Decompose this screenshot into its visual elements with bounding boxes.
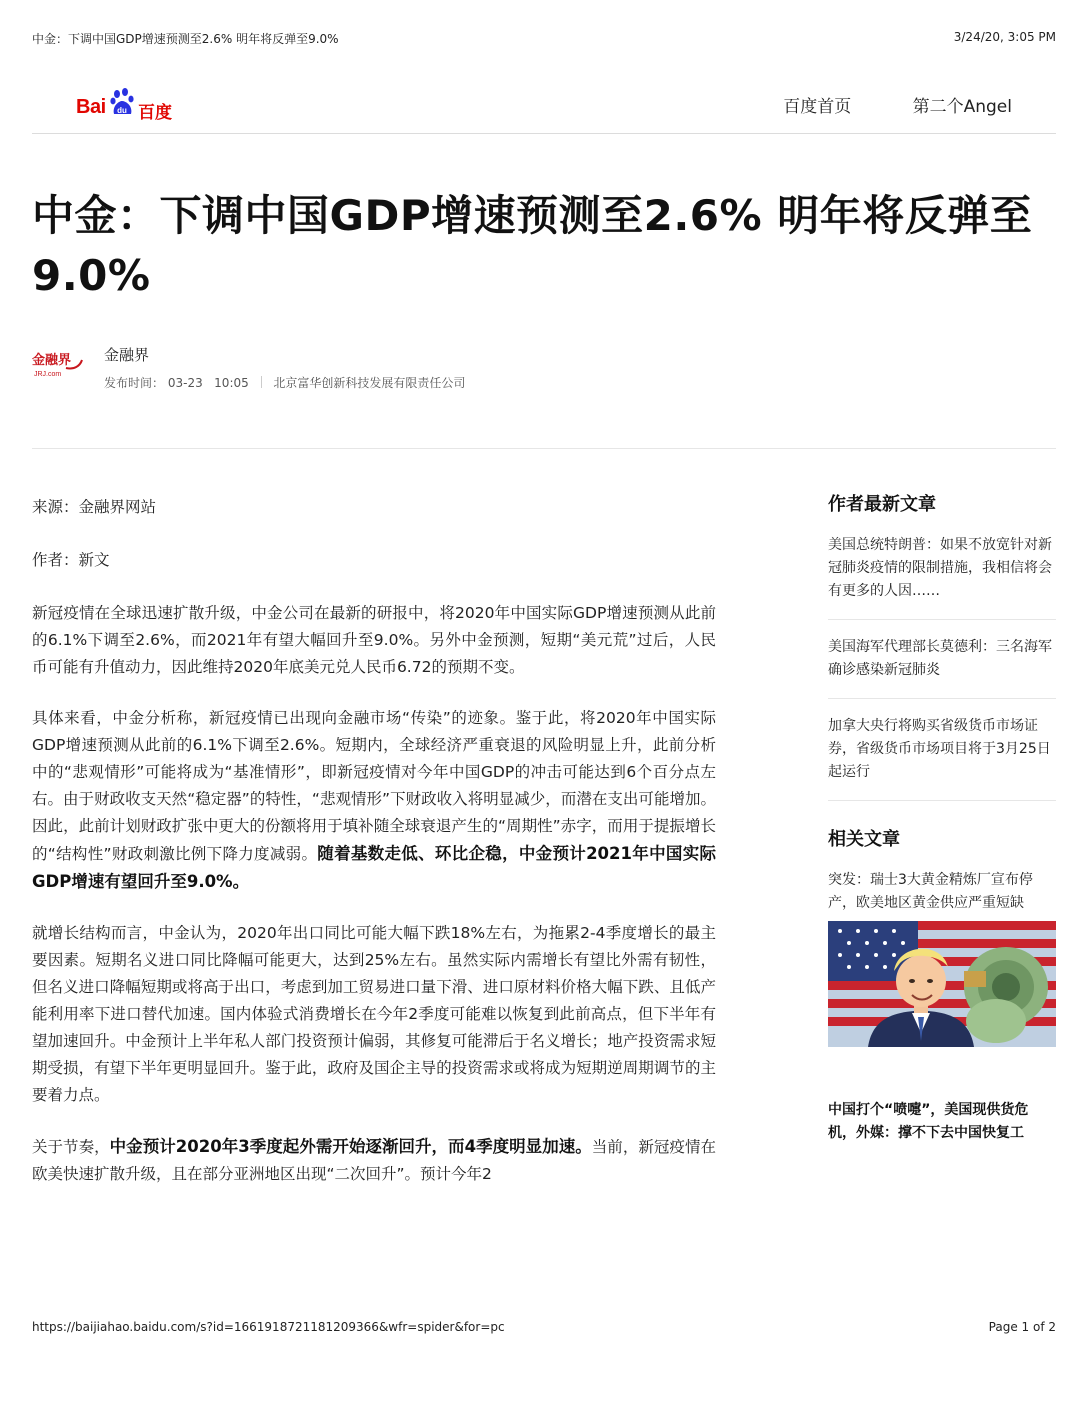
article-source: 来源：金融界网站 xyxy=(32,498,157,516)
meta-separator xyxy=(261,376,262,388)
print-page-title: 中金：下调中国GDP增速预测至2.6% 明年将反弹至9.0% xyxy=(32,32,339,46)
latest-articles-title: 作者最新文章 xyxy=(828,494,936,515)
publish-label: 发布时间： xyxy=(104,376,165,390)
logo-cn: 百度 xyxy=(138,103,172,123)
print-url: https://baijiahao.baidu.com/s?id=1661918721181209366&wfr=spider&for=pc xyxy=(32,1320,505,1334)
nav-home-link[interactable]: 百度首页 xyxy=(783,97,852,117)
publisher: 北京富华创新科技发展有限责任公司 xyxy=(273,376,466,390)
publish-meta xyxy=(104,374,465,391)
latest-article-item[interactable]: 加拿大央行将购买省级货币市场证券，省级货币市场项目将于3月25日起运行 xyxy=(828,715,1056,801)
paragraph-4-lead: 关于节奏， xyxy=(32,1138,110,1156)
paragraph-2-bold: 随着基数走低、环比企稳，中金预计2021年中国实际GDP增速有望回升至9.0%。 xyxy=(32,844,716,891)
article-headline: 中金：下调中国GDP增速预测至2.6% 明年将反弹至9.0% xyxy=(32,191,1033,300)
page-number: Page 1 of 2 xyxy=(988,1320,1056,1334)
related-article-title[interactable]: 中国打个“喷嚏”，美国现供货危机，外媒：撑不下去中国快复工 xyxy=(828,1102,1029,1141)
related-article-image[interactable] xyxy=(828,921,1056,1047)
print-header xyxy=(32,30,1056,48)
article-body xyxy=(32,494,716,1284)
header-divider xyxy=(32,448,1056,449)
author-logo-sub: JRJ.com xyxy=(34,371,62,378)
paragraph-1: 新冠疫情在全球迅速扩散升级，中金公司在最新的研报中，将2020年中国实际GDP增速预测从此前的6.1%下调至2.6%，而2021年有望大幅回升至9.0%。另外中金预测，短期“美元荒”过后，人民币可能有升值动力，因此维持2020年底美元兑人民币6.72的预期不变。 xyxy=(32,604,716,676)
publish-date: 03-23 xyxy=(167,376,203,390)
latest-article-item[interactable]: 美国总统特朗普：如果不放宽针对新冠肺炎疫情的限制措施，我相信将会有更多的人因…… xyxy=(828,534,1056,620)
top-nav xyxy=(727,92,1012,117)
logo-paw-text: du xyxy=(117,106,127,115)
paragraph-4-bold: 中金预计2020年3季度起外需开始逐渐回升，而4季度明显加速。 xyxy=(109,1137,592,1156)
nav-user-link[interactable]: 第二个Angel xyxy=(912,97,1012,117)
paragraph-2-text: 具体来看，中金分析称，新冠疫情已出现向金融市场“传染”的迹象。鉴于此，将2020年中国实际GDP增速预测从此前的6.1%下调至2.6%。短期内，全球经济严重衰退的风险明显上升，此前分析中的“悲观情形”可能将成为“基准情形”，即新冠疫情对今年中国GDP的冲击可能达到6个百分点左右。由于财政收支天然“稳定器”的特性，“悲观情形”下财政收入将明显减少，而潜在支出可能增加。因此，此前计划财政扩张中更大的份额将用于填补随全球衰退产生的“周期性”赤字，而用于提振增长的“结构性”财政刺激比例下降力度减弱。 xyxy=(32,709,716,863)
logo-latin: Bai xyxy=(76,96,106,118)
print-timestamp: 3/24/20, 3:05 PM xyxy=(953,30,1056,44)
paragraph-4-rest: 当前，新冠疫情在欧美快速扩散升级，且在部分亚洲地区出现“二次回升”。预计今年2 xyxy=(32,1138,716,1183)
baidu-logo[interactable] xyxy=(76,88,176,122)
trump-money-illustration xyxy=(828,921,1056,1047)
article-writer: 作者：新文 xyxy=(32,551,110,569)
author-logo-text: 金融界 xyxy=(32,353,72,368)
related-article-title[interactable]: 突发：瑞士3大黄金精炼厂宣布停产，欧美地区黄金供应严重短缺 xyxy=(828,872,1033,911)
sidebar xyxy=(828,490,1056,1145)
site-header xyxy=(32,84,1056,134)
paragraph-4 xyxy=(32,1133,716,1188)
latest-article-item[interactable]: 美国海军代理部长莫德利：三名海军确诊感染新冠肺炎 xyxy=(828,636,1056,699)
paragraph-2 xyxy=(32,705,716,896)
paragraph-3: 就增长结构而言，中金认为，2020年出口同比可能大幅下跌18%左右，为拖累2-4季度增长的最主要因素。短期名义进口同比降幅可能更大，达到25%左右。虽然实际内需增长有望比外需有韧性，但名义进口降幅短期或将高于出口，考虑到加工贸易进口量下滑、进口原材料价格大幅下跌、且低产能利用率下进口替代加速。国内体验式消费增长在今年2季度可能难以恢复到此前高点，但下半年有望加速回升。中金预计上半年私人部门投资预计偏弱，其修复可能滞后于名义增长；地产投资需求短期受损，有望下半年更明显回升。鉴于此，政府及国企主导的投资需求或将成为短期逆周期调节的主要着力点。 xyxy=(32,924,716,1104)
author-name[interactable]: 金融界 xyxy=(104,346,150,364)
publish-time: 10:05 xyxy=(214,376,249,390)
related-articles-title: 相关文章 xyxy=(828,829,900,850)
baidu-paw-icon xyxy=(109,88,137,118)
related-section xyxy=(828,825,1056,1145)
author-logo[interactable] xyxy=(32,348,86,382)
